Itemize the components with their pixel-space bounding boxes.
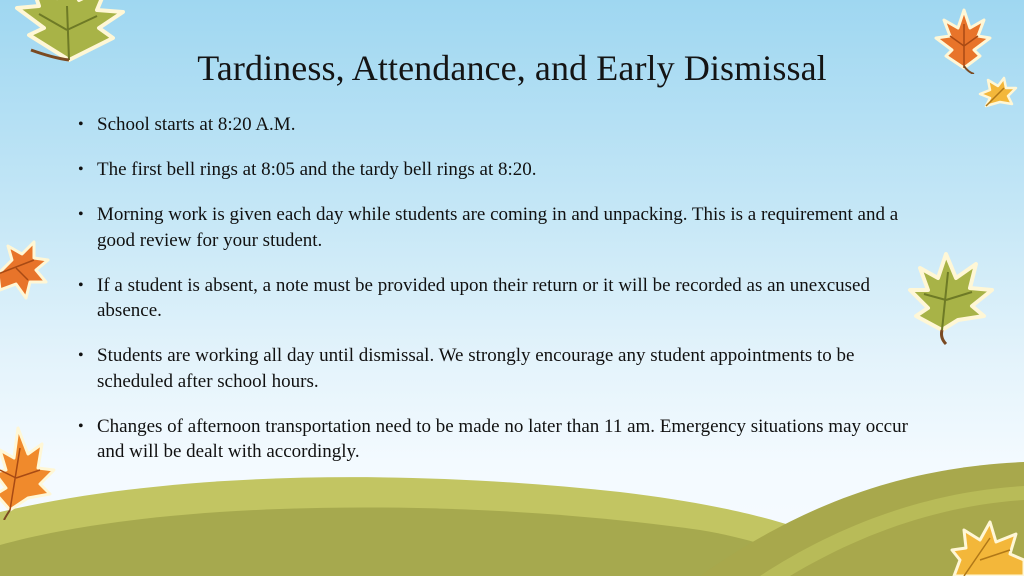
orange-leaf-icon: [0, 240, 50, 304]
bullet-point: •: [78, 417, 84, 435]
bullet-point: •: [78, 161, 84, 178]
bullet-text: The first bell rings at 8:05 and the tardy bell rings at 8:20.: [97, 159, 537, 180]
bullet-point: •: [78, 206, 84, 223]
list-item: [78, 112, 928, 138]
bullet-text: If a student is absent, a note must be provided upon their return or it will be recorded as an unexcused absence.: [97, 274, 870, 321]
list-item: [78, 343, 928, 394]
slide-title: Tardiness, Attendance, and Early Dismissal: [197, 48, 827, 88]
list-item: [78, 414, 928, 465]
bullet-point: •: [78, 116, 84, 133]
yellow-leaf-icon: [950, 520, 1024, 576]
list-item: [78, 273, 928, 324]
bullet-text: Changes of afternoon transportation need to be made no later than 11 am. Emergency situations may occur and will be dealt with accordingly.: [97, 415, 908, 462]
bullet-list: [78, 112, 928, 484]
orange-leaf-icon: [0, 424, 56, 520]
bullet-text: Students are working all day until dismissal. We strongly encourage any student appointments to be scheduled after school hours.: [97, 345, 855, 392]
list-item: [78, 157, 928, 183]
bullet-text: Morning work is given each day while students are coming in and unpacking. This is a requirement and a good review for your student.: [97, 204, 899, 251]
list-item: [78, 202, 928, 253]
bullet-point: •: [78, 347, 84, 364]
bullet-point: •: [78, 276, 84, 294]
bullet-text: School starts at 8:20 A.M.: [97, 114, 296, 135]
